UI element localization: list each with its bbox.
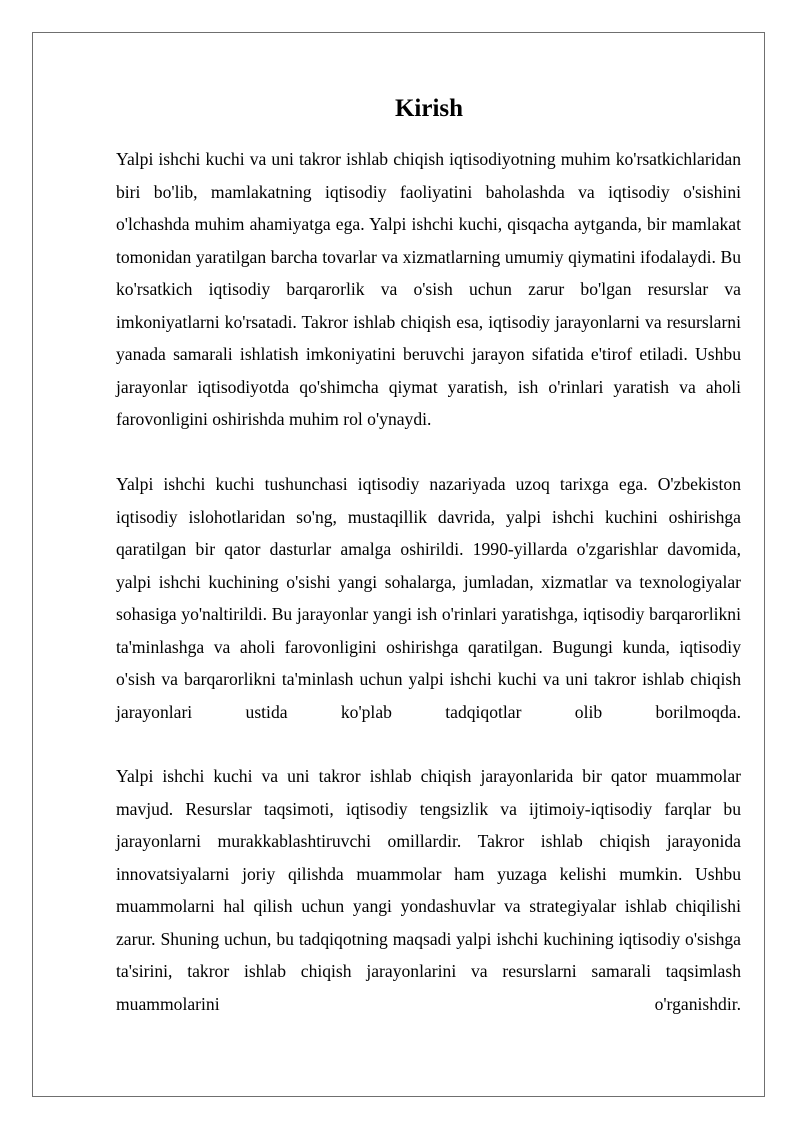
paragraph-1: Yalpi ishchi kuchi va uni takror ishlab chiqish iqtisodiyotning muhim ko'rsatkichlaridan biri bo'lib, mamlakatning iqtisodiy faoliyatini baholashda va iqtisodiy o'sishini o'lchashda muhim ahamiyatga ega. Yalpi ishchi kuchi, qisqacha aytganda, bir mamlakat tomonidan yaratilgan barcha tovarlar va xizmatlarning umumiy qiymatini ifodalaydi. Bu ko'rsatkich iqtisodiy barqarorlik va o'sish uchun zarur bo'lgan resurslar va imkoniyatlarni ko'rsatadi. Takror ishlab chiqish esa, iqtisodiy jarayonlarni va resurslarni yanada samarali ishlatish imkoniyatini beruvchi jarayon sifatida e'tirof etiladi. Ushbu jarayonlar iqtisodiyotda qo'shimcha qiymat yaratish, ish o'rinlari yaratish va aholi farovonligini oshirishda muhim rol o'ynaydi. <box>116 149 741 429</box>
paragraph-2: Yalpi ishchi kuchi tushunchasi iqtisodiy nazariyada uzoq tarixga ega. O'zbekiston iqtisodiy islohotlaridan so'ng, mustaqillik davrida, yalpi ishchi kuchini oshirishga qaratilgan bir qator dasturlar amalga oshirildi. 1990-yillarda o'zgarishlar davomida, yalpi ishchi kuchining o'sishi yangi sohalarga, jumladan, xizmatlar va texnologiyalar sohasiga yo'naltirildi. Bu jarayonlar yangi ish o'rinlari yaratishga, iqtisodiy barqarorlikni ta'minlashga va aholi farovonligini oshirishga qaratilgan. Bugungi kunda, iqtisodiy o'sish va barqarorlikni ta'minlash uchun yalpi ishchi kuchi va uni takror ishlab chiqish jarayonlari ustida ko'plab tadqiqotlar olib borilmoqda. <box>116 474 741 722</box>
page-title: Kirish <box>394 94 464 122</box>
paragraph-3: Yalpi ishchi kuchi va uni takror ishlab chiqish jarayonlarida bir qator muammolar mavjud. Resurslar taqsimoti, iqtisodiy tengsizlik va ijtimoiy-iqtisodiy farqlar bu jarayonlarni murakkablashtiruvchi omillardir. Takror ishlab chiqish jarayonida innovatsiyalarni joriy qilishda muammolar ham yuzaga kelishi mumkin. Ushbu muammolarni hal qilish uchun yangi yondashuvlar va strategiyalar ishlab chiqilishi zarur. Shuning uchun, bu tadqiqotning maqsadi yalpi ishchi kuchining iqtisodiy o'sishga ta'sirini, takror ishlab chiqish jarayonlarini va resurslarni samarali taqsimlash muammolarini o'rganishdir. <box>116 766 741 1014</box>
